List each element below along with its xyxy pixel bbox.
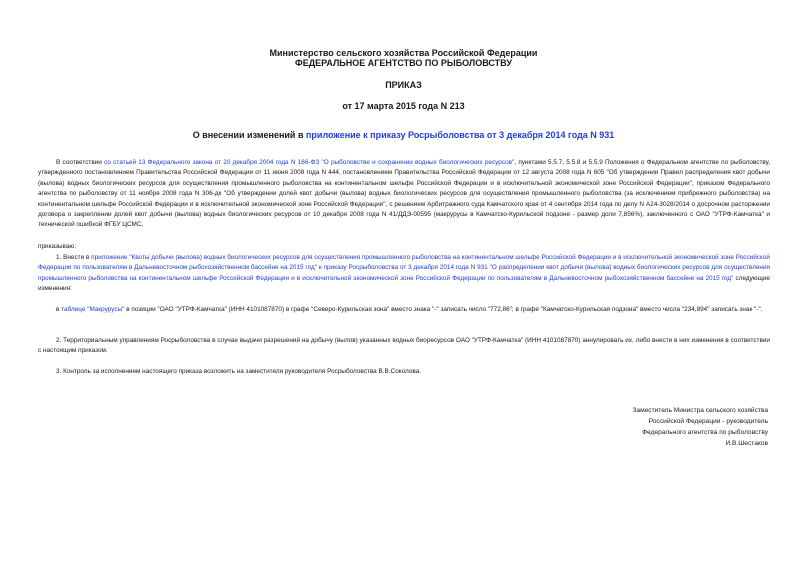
table-makrurusy-link[interactable]: таблице "Макрурусы" xyxy=(61,306,125,313)
appendix-link[interactable]: приложение "Квоты добычи (вылова) водных биологических ресурсов для осуществления промышленного рыболовства на континентальном шельфе Российской Федерации и в исключительной экономической зоне Российской Федерации по пользователям в Дальневосточном рыбохозяйственном бассейне на 2015 год" к приказу Росрыболовства от 3 декабря 2014 года N 931 "О распределении квот добычи (вылова) водных биологических ресурсов для осуществления промышленного рыболовства на континентальном шельфе Российской Федерации и в исключительной экономической зоне Российской Федерации по пользователям в Дальневосточном рыбохозяйственном бассейне на 2015 год" xyxy=(38,254,770,282)
paragraph-preamble xyxy=(38,158,770,231)
law-article-link[interactable]: со статьей 13 Федерального закона от 20 декабря 2004 года N 166-ФЗ "О рыболовстве и сохранении водных биологических ресурсов" xyxy=(104,159,515,166)
item-1-text-1: 1. Внести в xyxy=(56,254,92,261)
paragraph-item-2: 2. Территориальным управлениям Росрыболовства в случае выдачи разрешений на добычу (вылов) указанных водных биоресурсов ОАО "УТРФ-Камчатка" (ИНН 4101087870) аннулировать их, либо внести в них изменения в соответствии с настоящим приказом. xyxy=(38,337,770,355)
signature-line-1: Заместитель Министра сельского хозяйства xyxy=(632,407,768,414)
signature-line-3: Федерального агентства по рыболовству xyxy=(642,429,768,436)
document-date: от 17 марта 2015 года N 213 xyxy=(342,101,465,111)
preamble-text-1: В соответствии xyxy=(56,159,105,166)
document-subject xyxy=(0,130,807,141)
ministry-name: Министерство сельского хозяйства Российской Федерации xyxy=(269,48,538,58)
table-change-text-1: в xyxy=(56,306,62,313)
table-change-text-2: в позиции "ОАО "УТРФ-Камчатка" (ИНН 4101087870) в графе "Северо-Курильская зона" вместо знака "-" записать число "772,86"; в графе "Камчатско-Курильская подзона" вместо числа "234,894" записать знак "-". xyxy=(124,306,763,313)
subject-link[interactable]: приложение к приказу Росрыболовства от 3 декабря 2014 года N 931 xyxy=(305,130,615,140)
paragraph-item-1 xyxy=(38,253,770,295)
preamble-text-2: , пунктами 5.5.7, 5.5.8 и 5.5.9 Положения о Федеральном агентстве по рыболовству, утвержденного постановлением Правительства Российской Федерации от 11 июня 2008 года N 444, постановлением Правительства Российской Федерации от 12 августа 2008 года N 605 "Об утверждении Правил распределения квот добычи (вылова) водных биологических ресурсов для осуществления промышленного рыболовства на континентальном шельфе Российской Федерации и в исключительной экономической зоне Российской Федерации", приказом Федерального агентства по рыболовству от 11 ноября 2008 года N 306-дк "Об утверждении долей квот добычи (вылова) водных биологических ресурсов для осуществления промышленного рыболовства (за исключением прибрежного рыболовства) на континентальном шельфе Российской Федерации и в исключительной экономической зоне Российской Федерации", с решением Арбитражного суда Камчатского края от 4 сентября 2014 года по делу N А24-3028/2014 о досрочном расторжении договора о закреплении долей квот добычи (вылова) водных биологических ресурсов от 10 декабря 2008 года N 41/ДДЭ-00595 (макрурусы в Камчатско-Курильской подзоне - размер доли 7,856%), заключенного с ОАО "УТРФ-Камчатка" и технической ошибкой ФГБУ ЦСМС, xyxy=(38,159,770,229)
order-word: приказываю: xyxy=(38,243,76,250)
paragraph-item-3: 3. Контроль за исполнением настоящего приказа возложить на заместителя руководителя Росрыболовства В.В.Соколова. xyxy=(56,368,422,375)
document-type: ПРИКАЗ xyxy=(385,80,422,90)
paragraph-table-change xyxy=(38,305,770,315)
item-1-text-2: следующие изменения: xyxy=(38,274,770,293)
agency-name: ФЕДЕРАЛЬНОЕ АГЕНТСТВО ПО РЫБОЛОВСТВУ xyxy=(295,58,512,68)
subject-prefix: О внесении изменений в xyxy=(192,130,306,140)
signatory-name: И.В.Шестаков xyxy=(725,440,768,447)
signature-line-2: Российской Федерации - руководитель xyxy=(648,418,768,425)
